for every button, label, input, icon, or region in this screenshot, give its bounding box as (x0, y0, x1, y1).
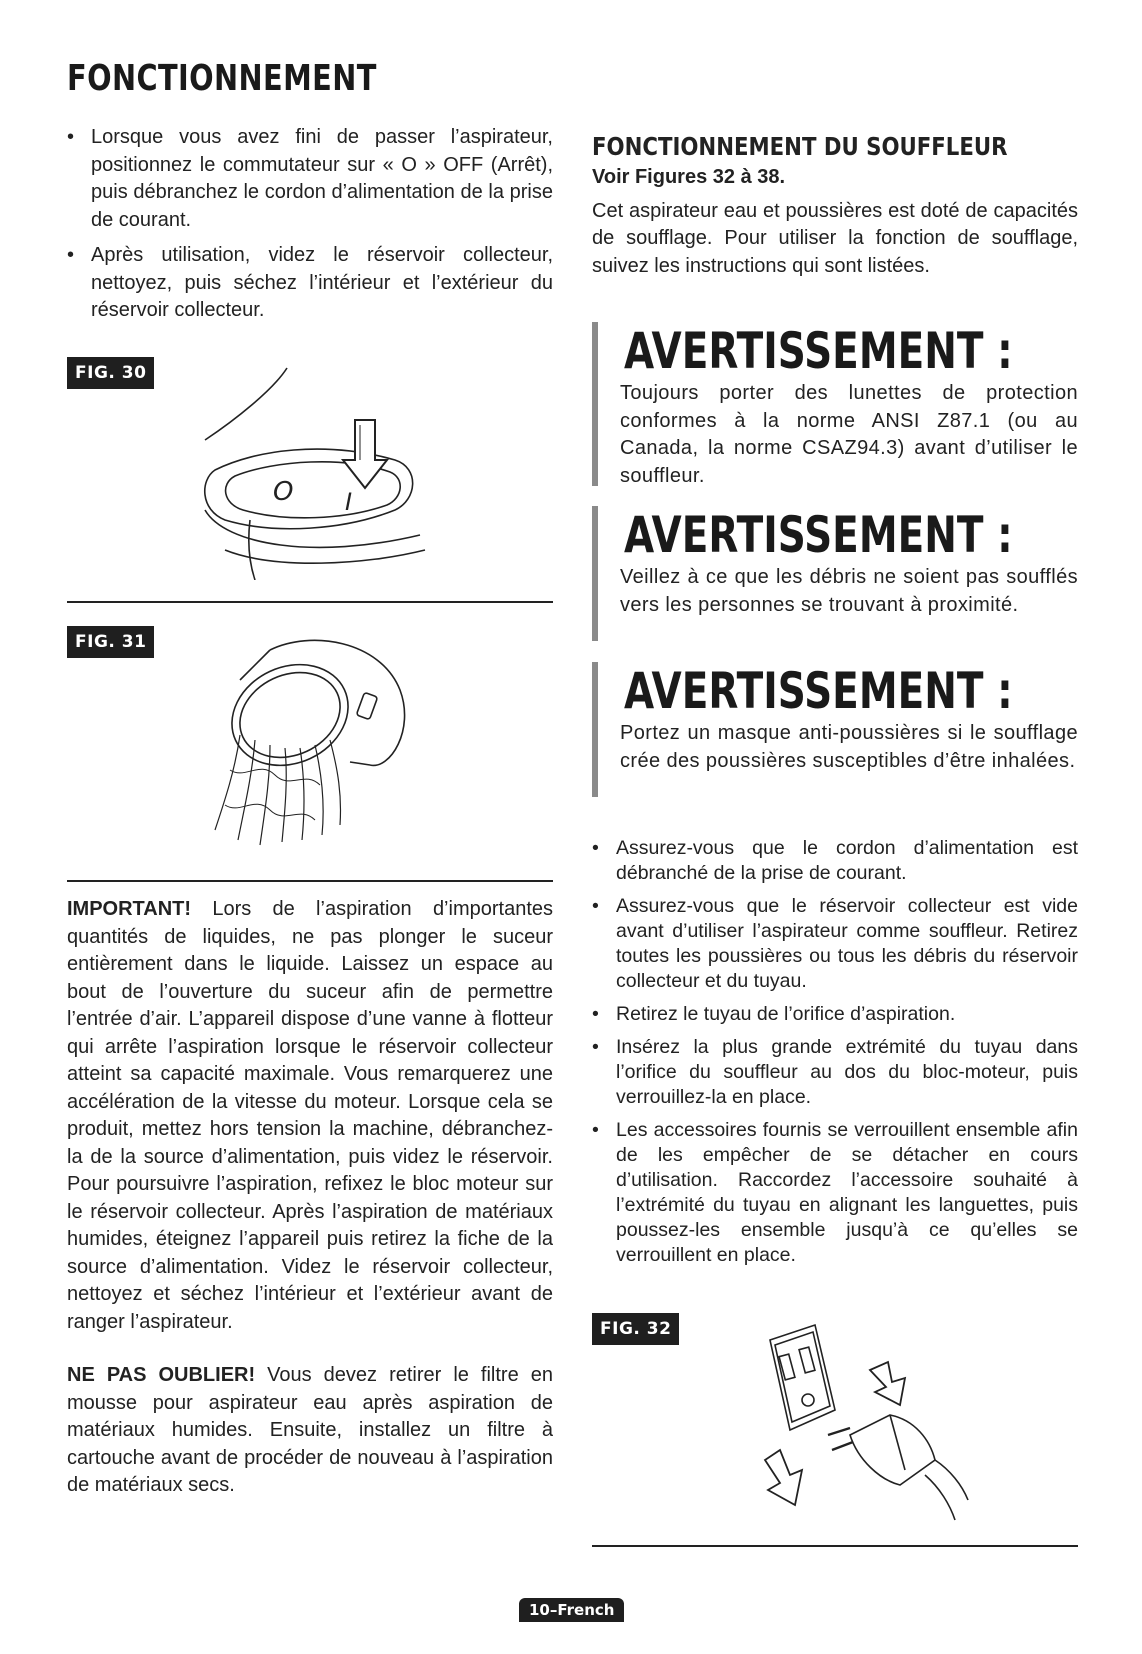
important-lead: IMPORTANT! (67, 898, 192, 920)
reminder-text: Vous devez retirer le filtre en mousse pour aspirateur eau après aspiration de matériaux humides. Ensuite, installez un filtre à cartouche avant de procéder de nouveau à l’aspiration de matériaux secs. (67, 1364, 553, 1496)
divider (592, 1545, 1078, 1547)
intro-text: Cet aspirateur eau et poussières est doté de capacités de soufflage. Pour utiliser la fonction de soufflage, suivez les instructions qui sont listées. (592, 199, 1078, 277)
warning-title: AVERTISSEMENT : (624, 322, 1013, 380)
left-bullet-list (67, 124, 553, 325)
page-title: FONCTIONNEMENT (67, 58, 377, 99)
power-cord (925, 1460, 968, 1520)
warning-box (592, 322, 1078, 486)
important-note (67, 896, 553, 1500)
list-item: • Assurez-vous que le réservoir collecteur est vide avant d’utiliser l’aspirateur comme souffleur. Retirez toutes les poussières ou tous les débris du réservoir collecteur et du tuyau. (592, 894, 1078, 994)
blower-section-intro (592, 132, 1078, 280)
fig-30-label: FIG. 30 (67, 357, 154, 389)
warning-box (592, 506, 1078, 641)
fig-32-label: FIG. 32 (592, 1313, 679, 1345)
right-bullet-list (592, 836, 1078, 1268)
important-text: Lors de l’aspiration d’importantes quantités de liquides, ne pas plonger le suceur entièrement dans le liquide. Laissez un espace au bout de l’ouverture du suceur afin de permettre l’entrée d’air. L’appareil dispose d’une vanne à flotteur qui arrête l’aspiration lorsque le réservoir collecteur atteint sa capacité maximale. Vous remarquerez une accélération de la vitesse du moteur. Lorsque cela se produit, mettez hors tension la machine, débranchez-la de la source d’alimentation, puis videz le réservoir. Pour poursuivre l’aspiration, refixez le bloc moteur sur le réservoir collecteur. Après l’aspiration de matériaux humides, éteignez l’appareil puis retirez la fiche de la source d’alimentation. Videz le réservoir collecteur, nettoyez et séchez l’intérieur et l’extérieur avant de ranger l’aspirateur. (67, 898, 553, 1333)
list-item: • Insérez la plus grande extrémité du tuyau dans l’orifice du souffleur au dos du bloc-moteur, puis verrouillez-la en place. (592, 1035, 1078, 1110)
switch-on-symbol: I (345, 488, 353, 516)
list-item: • Les accessoires fournis se verrouillent ensemble afin de les empêcher de se détacher en cours d’utilisation. Raccordez l’accessoire souhaité à l’extrémité du tuyau en alignant les languettes, puis poussez-les ensemble jusqu’à ce qu’elles se verrouillent en place. (592, 1118, 1078, 1268)
fig-31-label: FIG. 31 (67, 626, 154, 658)
list-item: • Après utilisation, videz le réservoir collecteur, nettoyez, puis séchez l’intérieur et l’extérieur du réservoir collecteur. (67, 242, 553, 325)
housing-outline (205, 368, 287, 440)
list-item: • Assurez-vous que le cordon d’alimentation est débranché de la prise de courant. (592, 836, 1078, 886)
press-arrow-icon (343, 420, 387, 488)
divider (67, 601, 553, 603)
figure-reference: Voir Figures 32 à 38. (592, 166, 786, 188)
switch-off-symbol: O (273, 477, 294, 507)
fig-32-unplug-illustration (740, 1320, 970, 1535)
reminder-note (67, 1362, 553, 1500)
left-bullet-list-container (67, 124, 553, 333)
reminder-lead: NE PAS OUBLIER! (67, 1364, 256, 1386)
fig-31-blower-nozzle-illustration (210, 630, 420, 850)
warning-text: Toujours porter des lunettes de protection conformes à la norme ANSI Z87.1 (ou au Canada, la norme CSAZ94.3) avant d’utiliser le souffleur. (620, 382, 1078, 487)
locking-tab (356, 692, 377, 719)
pull-arrow-icon (870, 1362, 905, 1405)
warning-text: Portez un masque anti-poussières si le soufflage crée des poussières susceptibles d’être inhalées. (620, 722, 1078, 772)
warning-text: Veillez à ce que les débris ne soient pas soufflés vers les personnes se trouvant à proximité. (620, 566, 1078, 616)
fig-30-switch-illustration (195, 360, 435, 580)
warning-title: AVERTISSEMENT : (624, 662, 1013, 720)
warning-title: AVERTISSEMENT : (624, 506, 1013, 564)
right-bullet-list-container (592, 836, 1078, 1276)
pull-arrow-icon (765, 1450, 802, 1505)
list-item: • Retirez le tuyau de l’orifice d’aspiration. (592, 1002, 1078, 1027)
outlet-plate (770, 1325, 835, 1430)
list-item: • Lorsque vous avez fini de passer l’aspirateur, positionnez le commutateur sur « O » OFF (Arrêt), puis débranchez le cordon d’alimentation de la prise de courant. (67, 124, 553, 234)
warning-box (592, 662, 1078, 797)
section-heading: FONCTIONNEMENT DU SOUFFLEUR (592, 132, 1008, 161)
divider (67, 880, 553, 882)
page-number: 10–French (519, 1598, 624, 1622)
